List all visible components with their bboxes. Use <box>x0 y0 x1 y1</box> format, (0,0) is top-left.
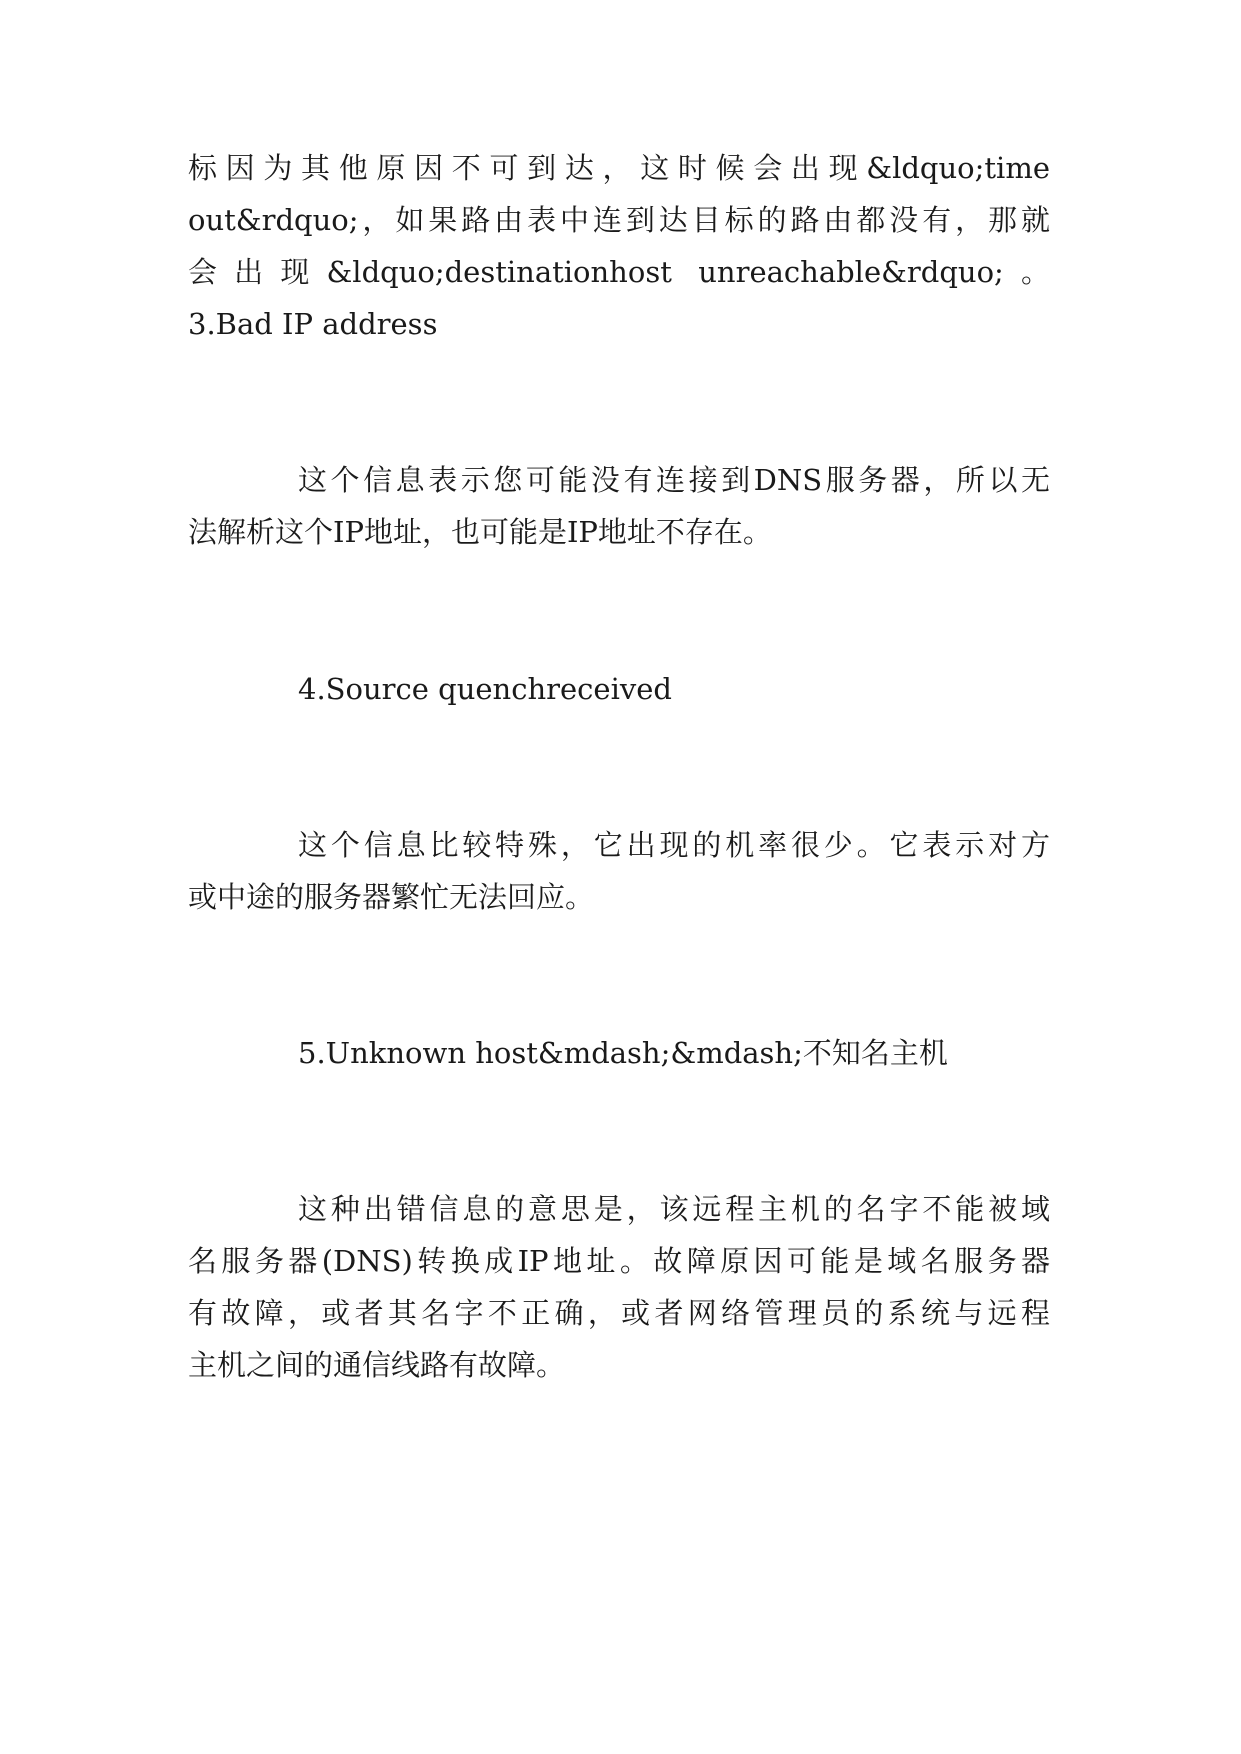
text-line: 法解析这个IP地址，也可能是IP地址不存在。 <box>188 515 772 549</box>
section-heading-4: 4.Source quenchreceived <box>298 672 672 706</box>
text-line: out&rdquo;，如果路由表中连到达目标的路由都没有，那就 <box>188 203 1050 237</box>
text-line: 或中途的服务器繁忙无法回应。 <box>188 880 595 914</box>
text-line: 名服务器(DNS)转换成IP地址。故障原因可能是域名服务器 <box>188 1244 1050 1278</box>
text-line: 这个信息表示您可能没有连接到DNS服务器，所以无 <box>298 463 1050 497</box>
text-line: 这种出错信息的意思是，该远程主机的名字不能被域 <box>298 1192 1050 1226</box>
text-line: 会出现&ldquo;destinationhost unreachable&rdquo;。 <box>188 255 1050 289</box>
text-line: 有故障，或者其名字不正确，或者网络管理员的系统与远程 <box>188 1296 1050 1330</box>
text-line: 标因为其他原因不可到达，这时候会出现&ldquo;time <box>188 151 1050 185</box>
text-line: 主机之间的通信线路有故障。 <box>188 1348 566 1382</box>
text-line: 这个信息比较特殊，它出现的机率很少。它表示对方 <box>298 828 1050 862</box>
section-heading-3: 3.Bad IP address <box>188 307 438 341</box>
section-heading-5: 5.Unknown host&mdash;&mdash;不知名主机 <box>298 1036 948 1070</box>
